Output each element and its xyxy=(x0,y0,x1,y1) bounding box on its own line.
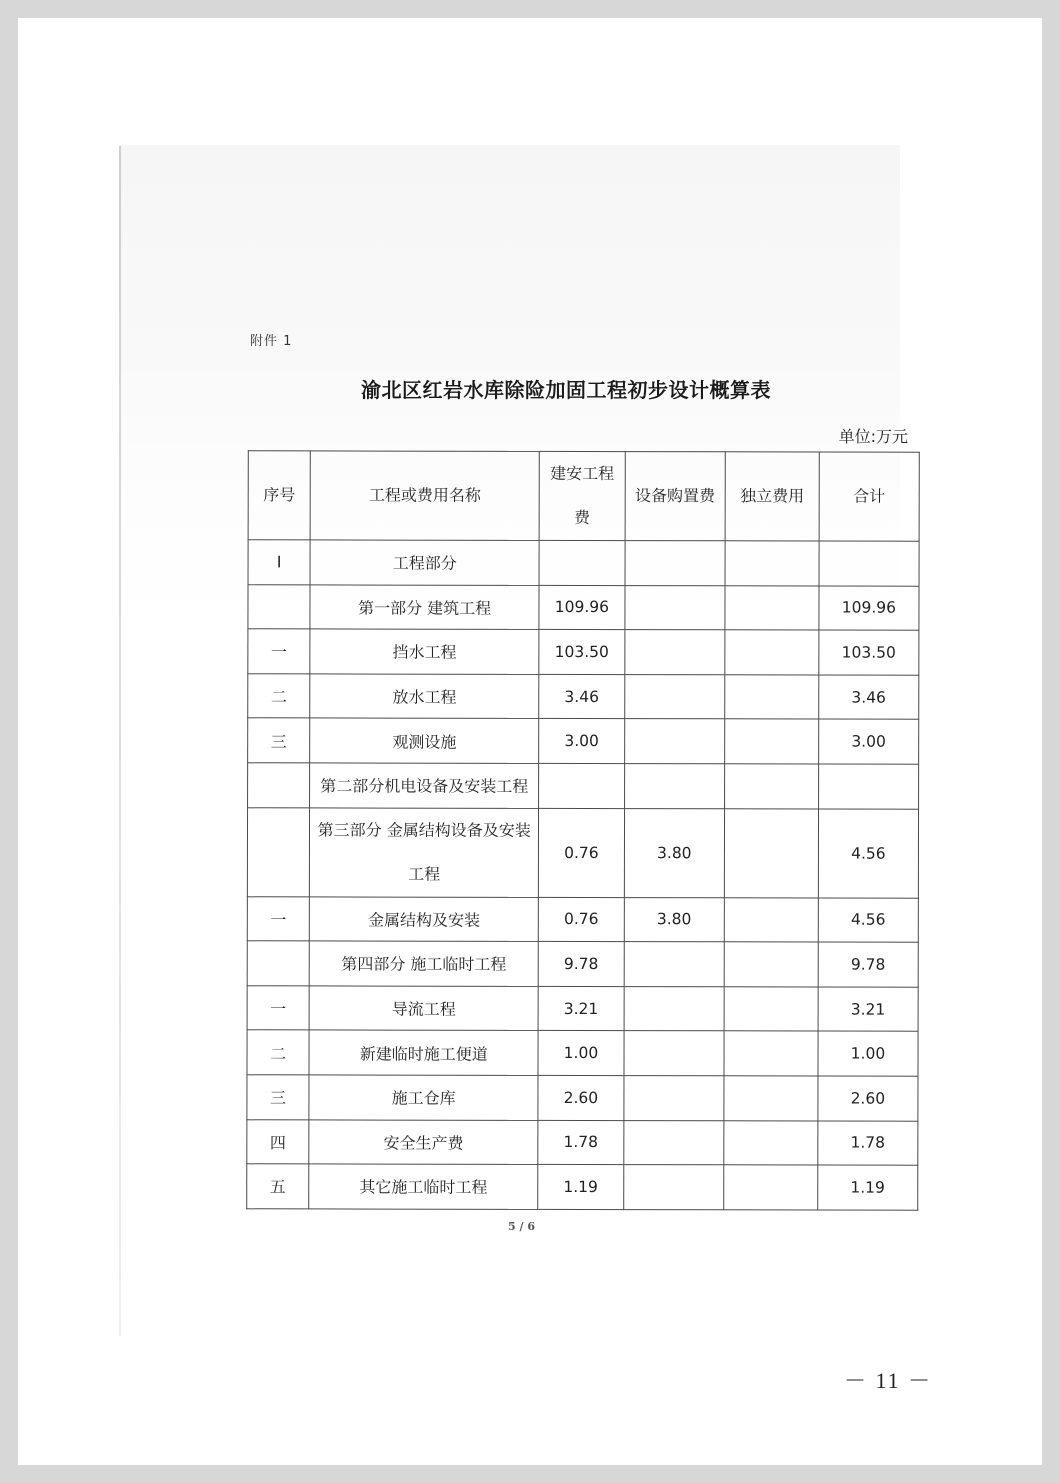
cell-total xyxy=(818,764,918,809)
cell-name: 新建临时施工便道 xyxy=(309,1030,538,1075)
cell-total: 2.60 xyxy=(818,1076,918,1121)
cell-total: 109.96 xyxy=(819,586,919,631)
scan-edge-shadow xyxy=(119,146,121,1336)
cell-indep xyxy=(725,719,819,764)
cell-name: 放水工程 xyxy=(310,674,539,719)
cell-total: 1.19 xyxy=(818,1165,918,1210)
cell-total: 3.00 xyxy=(818,719,918,764)
table-row xyxy=(247,986,918,1032)
table-row xyxy=(247,1164,918,1210)
cell-seq: 一 xyxy=(247,986,309,1031)
cell-equip xyxy=(623,1165,724,1210)
cell-equip xyxy=(624,674,725,719)
cell-seq: 二 xyxy=(248,674,310,719)
table-row xyxy=(248,674,919,720)
cell-equip xyxy=(624,986,725,1031)
cell-equip xyxy=(624,942,725,987)
cell-seq: 一 xyxy=(248,629,310,674)
table-row xyxy=(248,629,919,675)
cell-name: 观测设施 xyxy=(310,718,539,763)
cell-name: 挡水工程 xyxy=(310,629,539,674)
cell-seq xyxy=(247,941,309,986)
header-build-text: 建安工程费 xyxy=(550,463,615,528)
cell-seq: 三 xyxy=(247,1075,309,1120)
header-total: 合计 xyxy=(819,452,919,541)
cell-name: 第三部分 金属结构设备及安装工程 xyxy=(309,807,538,896)
page-number: － 11 － xyxy=(844,1368,933,1393)
cell-build: 9.78 xyxy=(538,942,623,987)
table-row xyxy=(248,718,919,764)
cell-build: 2.60 xyxy=(538,1075,623,1120)
budget-table xyxy=(246,450,920,1210)
cell-indep xyxy=(724,1031,818,1076)
cell-seq: 三 xyxy=(248,718,310,763)
cell-equip xyxy=(624,719,725,764)
cell-total: 4.56 xyxy=(818,809,918,898)
table-row xyxy=(247,941,918,987)
cell-total: 1.00 xyxy=(818,1031,918,1076)
cell-indep xyxy=(724,1165,818,1210)
cell-indep xyxy=(724,897,818,942)
cell-equip xyxy=(624,764,725,809)
table-row xyxy=(247,896,918,942)
table-row xyxy=(247,1119,918,1165)
cell-seq: 一 xyxy=(247,896,309,941)
cell-indep xyxy=(725,585,819,630)
cell-indep xyxy=(724,987,818,1032)
cell-name: 安全生产费 xyxy=(309,1119,538,1164)
cell-equip xyxy=(624,585,725,630)
cell-indep xyxy=(725,541,819,586)
unit-label: 单位:万元 xyxy=(838,427,908,446)
document-title: 渝北区红岩水库除险加固工程初步设计概算表 xyxy=(361,378,771,402)
cell-equip xyxy=(623,1120,724,1165)
header-seq: 序号 xyxy=(248,451,310,540)
cell-build: 1.78 xyxy=(538,1120,623,1165)
cell-name: 第一部分 建筑工程 xyxy=(310,585,539,630)
cell-total xyxy=(819,541,919,586)
attachment-label: 附件 1 xyxy=(250,334,293,349)
header-equip xyxy=(625,452,726,541)
cell-build: 3.00 xyxy=(539,719,624,764)
cell-seq: I xyxy=(248,540,310,585)
header-name: 工程或费用名称 xyxy=(310,451,539,540)
cell-build: 1.00 xyxy=(538,1031,623,1076)
cell-seq: 二 xyxy=(247,1030,309,1075)
cell-name: 其它施工临时工程 xyxy=(309,1164,538,1209)
cell-total: 9.78 xyxy=(818,942,918,987)
table-row xyxy=(248,763,919,809)
cell-name: 第四部分 施工临时工程 xyxy=(309,941,538,986)
cell-indep xyxy=(725,630,819,675)
table-row xyxy=(247,1030,918,1076)
cell-equip: 3.80 xyxy=(624,897,725,942)
cell-total: 3.21 xyxy=(818,987,918,1032)
document-page xyxy=(18,18,1042,1465)
cell-indep xyxy=(724,1120,818,1165)
cell-build: 109.96 xyxy=(539,585,624,630)
cell-total: 1.78 xyxy=(818,1121,918,1166)
cell-seq xyxy=(248,763,310,808)
cell-name: 导流工程 xyxy=(309,986,538,1031)
cell-total: 4.56 xyxy=(818,898,918,943)
cell-seq: 四 xyxy=(247,1119,309,1164)
cell-name: 施工仓库 xyxy=(309,1075,538,1120)
table-row xyxy=(248,540,919,586)
cell-seq xyxy=(248,584,310,629)
table-row xyxy=(247,807,918,897)
cell-equip xyxy=(624,1031,725,1076)
cell-equip xyxy=(625,541,726,586)
cell-build xyxy=(539,540,624,585)
cell-indep xyxy=(725,764,819,809)
scan-page-indicator: 5 / 6 xyxy=(508,1220,535,1233)
table-header-row xyxy=(248,451,919,541)
cell-total: 3.46 xyxy=(819,675,919,720)
cell-build: 103.50 xyxy=(539,630,624,675)
header-equip-text: 设备购置费 xyxy=(635,486,716,506)
cell-build: 3.46 xyxy=(539,674,624,719)
cell-name: 第二部分机电设备及安装工程 xyxy=(310,763,539,808)
cell-seq: 五 xyxy=(247,1164,309,1209)
cell-equip xyxy=(623,1076,724,1121)
cell-build: 0.76 xyxy=(539,808,624,897)
cell-equip xyxy=(624,630,725,675)
cell-build: 1.19 xyxy=(538,1165,623,1210)
cell-indep xyxy=(725,675,819,720)
cell-build: 0.76 xyxy=(539,897,624,942)
cell-seq xyxy=(247,807,309,896)
cell-equip: 3.80 xyxy=(624,808,725,897)
cell-indep xyxy=(724,942,818,987)
cell-build: 3.21 xyxy=(538,986,623,1031)
table-row xyxy=(247,1075,918,1121)
cell-name: 金属结构及安装 xyxy=(309,896,538,941)
cell-name: 工程部分 xyxy=(310,540,539,585)
header-indep: 独立费用 xyxy=(725,452,819,541)
cell-indep xyxy=(725,808,819,897)
table-row xyxy=(248,584,919,630)
cell-build xyxy=(539,763,624,808)
cell-total: 103.50 xyxy=(819,630,919,675)
cell-indep xyxy=(724,1076,818,1121)
header-build xyxy=(539,451,624,540)
